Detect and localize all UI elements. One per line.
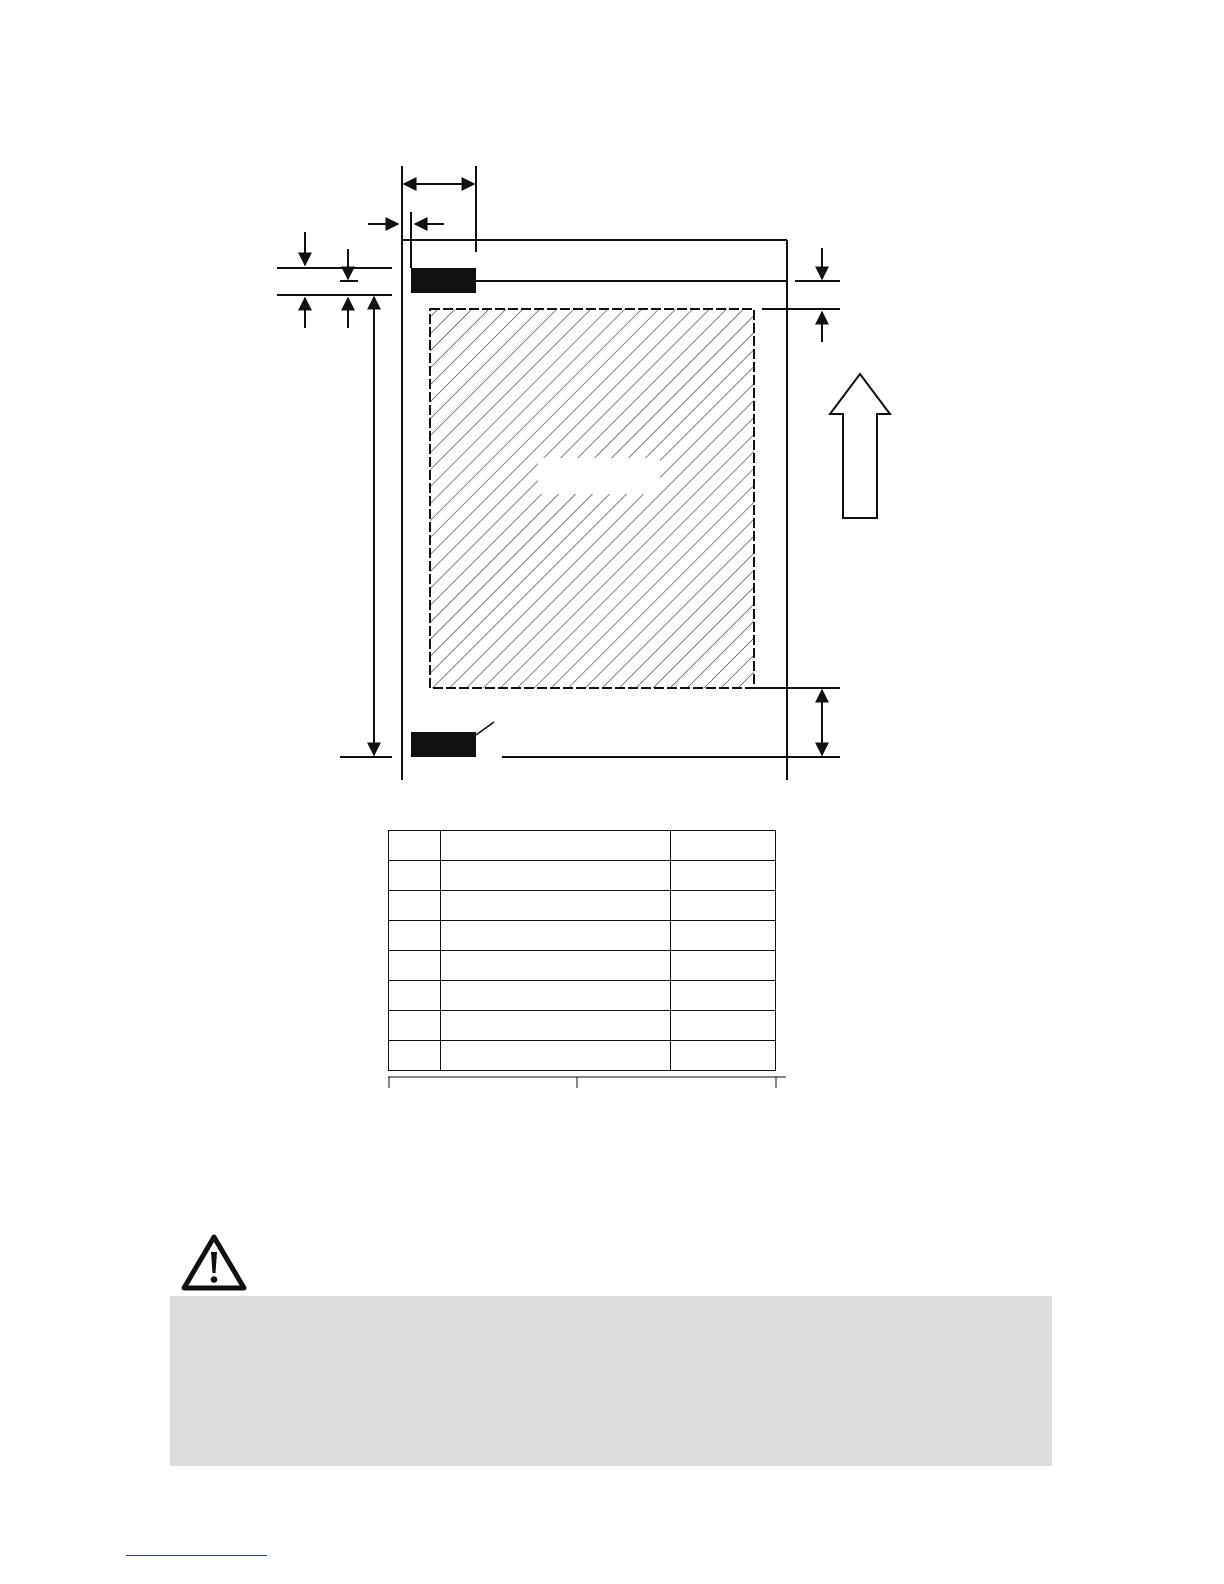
table-row	[389, 1041, 776, 1071]
table-cell	[389, 951, 441, 981]
dimension-mark-line-offset	[340, 249, 358, 328]
table-cell	[671, 951, 776, 981]
table-cell	[441, 1041, 671, 1071]
table-cell	[671, 1041, 776, 1071]
print-area-label-blank	[538, 458, 660, 494]
table-cell	[389, 891, 441, 921]
table-cell	[389, 981, 441, 1011]
table-cell	[441, 951, 671, 981]
table-cell	[389, 921, 441, 951]
table-row	[389, 861, 776, 891]
table-cell	[389, 1011, 441, 1041]
table-row	[389, 1011, 776, 1041]
top-black-mark	[411, 268, 476, 293]
table-cell	[671, 1011, 776, 1041]
table-row	[389, 831, 776, 861]
caution-box	[170, 1296, 1052, 1466]
table-cell	[441, 921, 671, 951]
table-cell	[441, 981, 671, 1011]
table-cell	[389, 861, 441, 891]
up-arrow-icon	[830, 374, 890, 518]
table-cell	[389, 831, 441, 861]
table-cell	[671, 891, 776, 921]
table-row	[389, 981, 776, 1011]
footer-link[interactable]	[126, 1555, 267, 1556]
table-cell	[389, 1041, 441, 1071]
table-cell	[441, 891, 671, 921]
print-area	[430, 309, 754, 688]
table-cell	[671, 831, 776, 861]
table-cell	[671, 921, 776, 951]
table-footer-rule	[388, 1076, 788, 1090]
bottom-mark-leader	[476, 722, 494, 735]
bottom-black-mark	[411, 732, 476, 757]
table-row	[389, 921, 776, 951]
table-row	[389, 891, 776, 921]
table-cell	[671, 981, 776, 1011]
dimension-mark-pitch	[340, 297, 392, 757]
table-cell	[441, 831, 671, 861]
spec-table	[388, 830, 776, 1071]
table-cell	[441, 861, 671, 891]
table-row	[389, 951, 776, 981]
dimension-bottom-margin	[754, 688, 840, 755]
table-cell	[671, 861, 776, 891]
warning-triangle-icon	[180, 1232, 248, 1292]
table-cell	[441, 1011, 671, 1041]
dimension-top-margin	[762, 248, 840, 342]
